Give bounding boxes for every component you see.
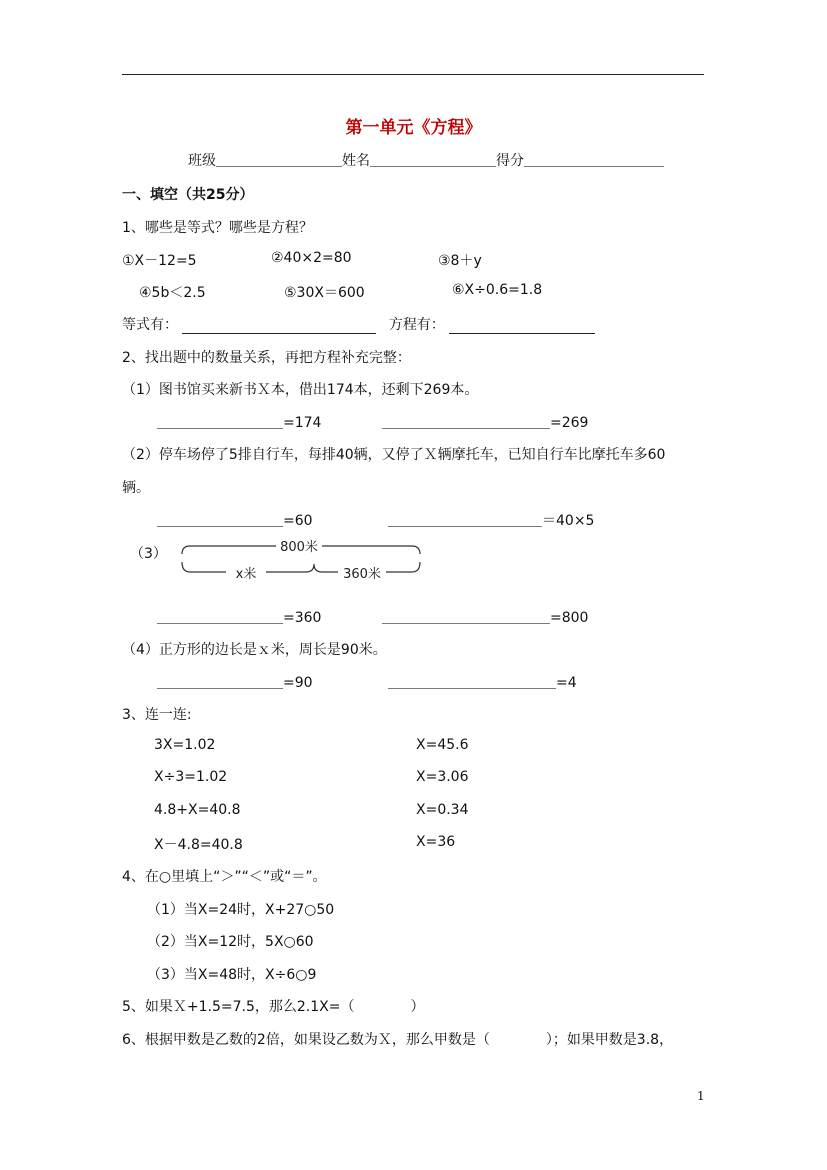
q4-item-3: （3）当X=48时，X÷6○9 bbox=[147, 967, 317, 983]
question-1: 1、哪些是等式？哪些是方程？ bbox=[122, 220, 313, 236]
match-left-item[interactable]: 4.8+X=40.8 bbox=[154, 802, 241, 818]
fangcheng-label: 方程有： bbox=[388, 317, 445, 333]
line-segment-diagram bbox=[176, 536, 426, 584]
q1-item-1: ①Ⅹ－12=5 bbox=[122, 253, 197, 269]
q2-sub-2-line-1: （2）停车场停了5排自行车，每排40辆，又停了Ｘ辆摩托车，已知自行车比摩托车多60 bbox=[122, 447, 666, 463]
q1-item-3: ③8＋y bbox=[438, 253, 482, 269]
match-right-item[interactable]: X=3.06 bbox=[416, 769, 469, 785]
question-5: 5、如果Ｘ+1.5=7.5，那么2.1X=（ ） bbox=[122, 999, 425, 1015]
q2-sub-1: （1）图书馆买来新书Ｘ本，借出174本，还剩下269本。 bbox=[122, 382, 479, 398]
q2-sub-4-blank-a[interactable]: ＿＿＿＿＿＿＿＿＿=90 bbox=[157, 675, 313, 691]
match-right-item[interactable]: X=0.34 bbox=[416, 802, 469, 818]
q2-sub-1-blank-a[interactable]: ＿＿＿＿＿＿＿＿＿=174 bbox=[157, 415, 322, 431]
equation-answer-row bbox=[122, 314, 595, 334]
question-2: 2、找出题中的数量关系，再把方程补充完整： bbox=[122, 350, 411, 366]
match-left-item[interactable]: X－4.8=40.8 bbox=[154, 837, 243, 853]
q1-item-4: ④5b＜2.5 bbox=[139, 285, 206, 301]
fangcheng-answer-blank[interactable] bbox=[449, 319, 595, 334]
question-4: 4、在○里填上“＞”“＜”或“＝”。 bbox=[122, 869, 327, 885]
match-left-item[interactable]: X÷3=1.02 bbox=[154, 769, 228, 785]
section-heading: 一、填空（共25分） bbox=[122, 187, 254, 203]
q2-sub-4-blank-b[interactable]: ＿＿＿＿＿＿＿＿＿＿＿＿=4 bbox=[388, 675, 577, 691]
student-info-line: 班级＿＿＿＿＿＿＿＿＿姓名＿＿＿＿＿＿＿＿＿得分＿＿＿＿＿＿＿＿＿＿ bbox=[188, 153, 664, 169]
diagram-total-label: 800米 bbox=[280, 540, 318, 555]
page-title: 第一单元《方程》 bbox=[345, 118, 482, 138]
diagram-360-label: 360米 bbox=[343, 567, 381, 582]
page-number: 1 bbox=[697, 1089, 705, 1103]
question-3: 3、连一连: bbox=[122, 707, 192, 723]
q2-sub-1-blank-b[interactable]: ＿＿＿＿＿＿＿＿＿＿＿＿=269 bbox=[382, 415, 589, 431]
q2-sub-3-blank-b[interactable]: ＿＿＿＿＿＿＿＿＿＿＿＿=800 bbox=[382, 610, 589, 626]
match-right-item[interactable]: X=36 bbox=[416, 834, 456, 850]
q2-sub-2-blank-b[interactable]: ＿＿＿＿＿＿＿＿＿＿＿＝40×5 bbox=[388, 513, 595, 529]
q4-item-1: （1）当X=24时，X+27○50 bbox=[147, 902, 335, 918]
q1-item-2: ②40×2=80 bbox=[271, 250, 352, 266]
q2-sub-3-label: （3） bbox=[130, 546, 167, 562]
q2-sub-2-line-2: 辆。 bbox=[122, 480, 150, 496]
header-rule bbox=[122, 74, 704, 75]
match-right-item[interactable]: X=45.6 bbox=[416, 737, 469, 753]
q2-sub-4: （4）正方形的边长是ｘ米，周长是90米。 bbox=[122, 642, 387, 658]
match-left-item[interactable]: 3X=1.02 bbox=[154, 737, 216, 753]
q2-sub-3-blank-a[interactable]: ＿＿＿＿＿＿＿＿＿=360 bbox=[157, 610, 322, 626]
equation-answer-blank[interactable] bbox=[182, 319, 376, 334]
q1-item-5: ⑤30Ⅹ＝600 bbox=[284, 285, 365, 301]
q2-sub-2-blank-a[interactable]: ＿＿＿＿＿＿＿＿＿=60 bbox=[157, 513, 313, 529]
equation-label: 等式有： bbox=[122, 317, 178, 333]
question-6: 6、根据甲数是乙数的2倍，如果设乙数为Ｘ，那么甲数是（ ）；如果甲数是3.8， bbox=[122, 1032, 674, 1048]
q4-item-2: （2）当X=12时，5X○60 bbox=[147, 934, 314, 950]
diagram-x-label: x米 bbox=[235, 567, 257, 582]
q1-item-6: ⑥Ⅹ÷0.6=1.8 bbox=[452, 282, 543, 298]
